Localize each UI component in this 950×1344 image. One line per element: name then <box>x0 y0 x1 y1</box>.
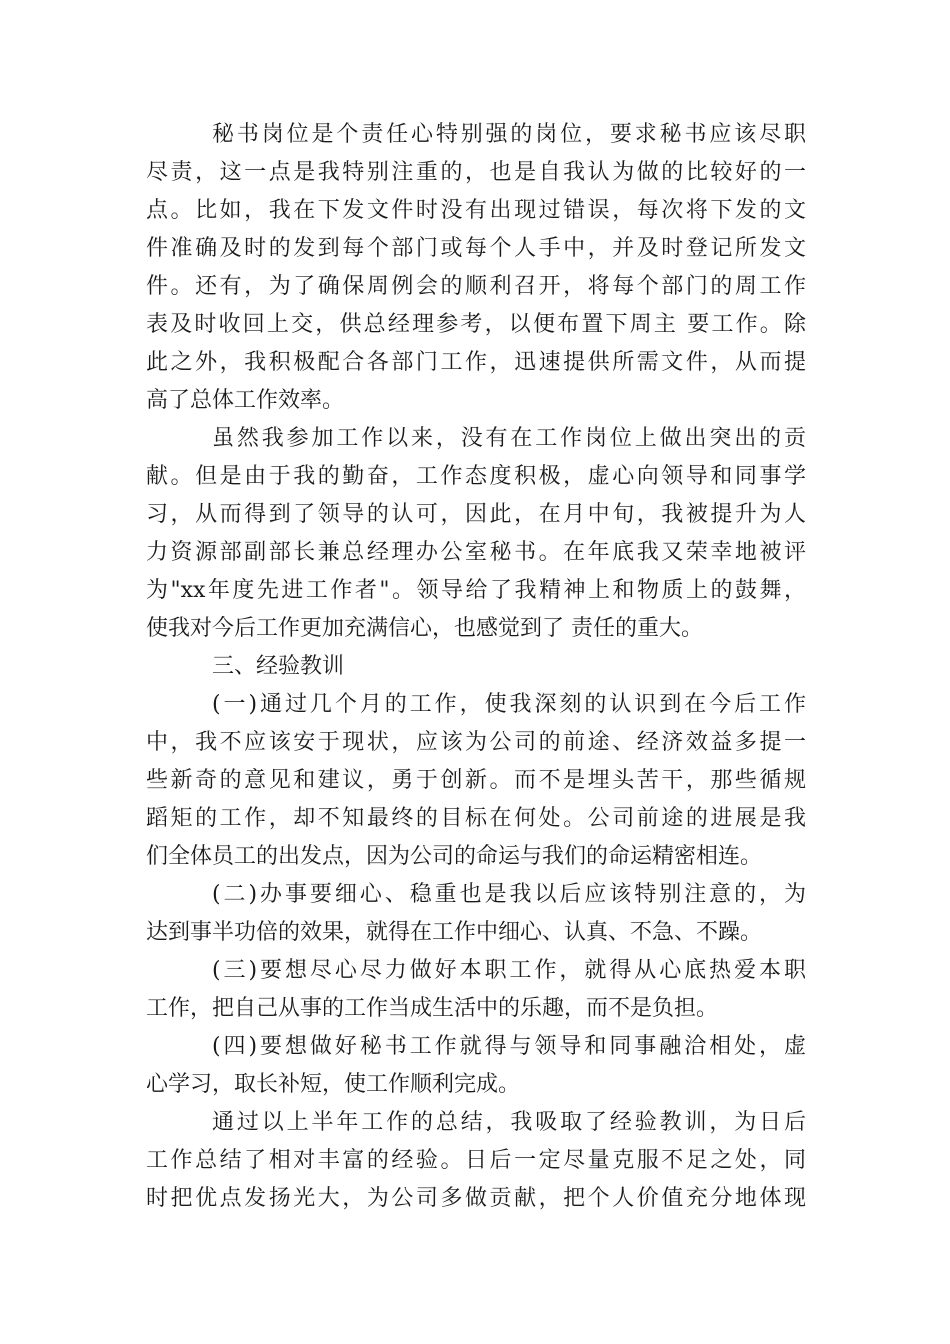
text-line: 通过以上半年工作的总结，我吸取了经验教训，为日后 <box>212 1110 806 1135</box>
text-line: 使我对今后工作更加充满信心，也感觉到了 责任的重大。 <box>146 616 703 641</box>
text-line: 蹈矩的工作，却不知最终的目标在何处。公司前途的进展是我 <box>146 806 806 831</box>
text-line: 秘书岗位是个责任心特别强的岗位，要求秘书应该尽职 <box>212 122 806 147</box>
text-line: 中，我不应该安于现状，应该为公司的前途、经济效益多提一 <box>146 730 806 755</box>
text-line: 此之外，我积极配合各部门工作，迅速提供所需文件，从而提 <box>146 350 806 375</box>
text-line: 工作总结了相对丰富的经验。日后一定尽量克服不足之处，同 <box>146 1148 806 1173</box>
text-line: 时把优点发扬光大，为公司多做贡献，把个人价值充分地体现 <box>146 1186 806 1211</box>
text-line: 高了总体工作效率。 <box>146 388 345 413</box>
text-line: 件。还有，为了确保周例会的顺利召开，将每个部门的周工作 <box>146 274 806 299</box>
text-line: 心学习，取长补短，使工作顺利完成。 <box>146 1072 521 1097</box>
text-line: 工作，把自己从事的工作当成生活中的乐趣，而不是负担。 <box>146 996 719 1021</box>
text-line: 们全体员工的出发点，因为公司的命运与我们的命运精密相连。 <box>146 844 763 869</box>
text-line: 为"xx年度先进工作者"。领导给了我精神上和物质上的鼓舞， <box>146 578 806 603</box>
text-line: (四)要想做好秘书工作就得与领导和同事融洽相处，虚 <box>212 1034 806 1059</box>
text-line: 尽责，这一点是我特别注重的，也是自我认为做的比较好的一 <box>146 160 806 185</box>
text-line: 三、经验教训 <box>212 654 345 679</box>
text-line: 点。比如，我在下发文件时没有出现过错误，每次将下发的文 <box>146 198 806 223</box>
text-line: 达到事半功倍的效果，就得在工作中细心、认真、不急、不躁。 <box>146 920 763 945</box>
text-line: 些新奇的意见和建议，勇于创新。而不是埋头苦干，那些循规 <box>146 768 806 793</box>
text-line: 习，从而得到了领导的认可，因此，在月中旬，我被提升为人 <box>146 502 806 527</box>
text-line: (二)办事要细心、稳重也是我以后应该特别注意的，为 <box>212 882 806 907</box>
text-line: 表及时收回上交，供总经理参考，以便布置下周主 要工作。除 <box>146 312 806 337</box>
text-line: 献。但是由于我的勤奋，工作态度积极，虚心向领导和同事学 <box>146 464 806 489</box>
text-line: (一)通过几个月的工作，使我深刻的认识到在今后工作 <box>212 692 806 717</box>
text-line: 件准确及时的发到每个部门或每个人手中，并及时登记所发文 <box>146 236 806 261</box>
text-line: (三)要想尽心尽力做好本职工作，就得从心底热爱本职 <box>212 958 806 983</box>
document-body <box>146 116 806 1218</box>
text-line: 虽然我参加工作以来，没有在工作岗位上做出突出的贡 <box>212 426 806 451</box>
text-line: 力资源部副部长兼总经理办公室秘书。在年底我又荣幸地被评 <box>146 540 806 565</box>
